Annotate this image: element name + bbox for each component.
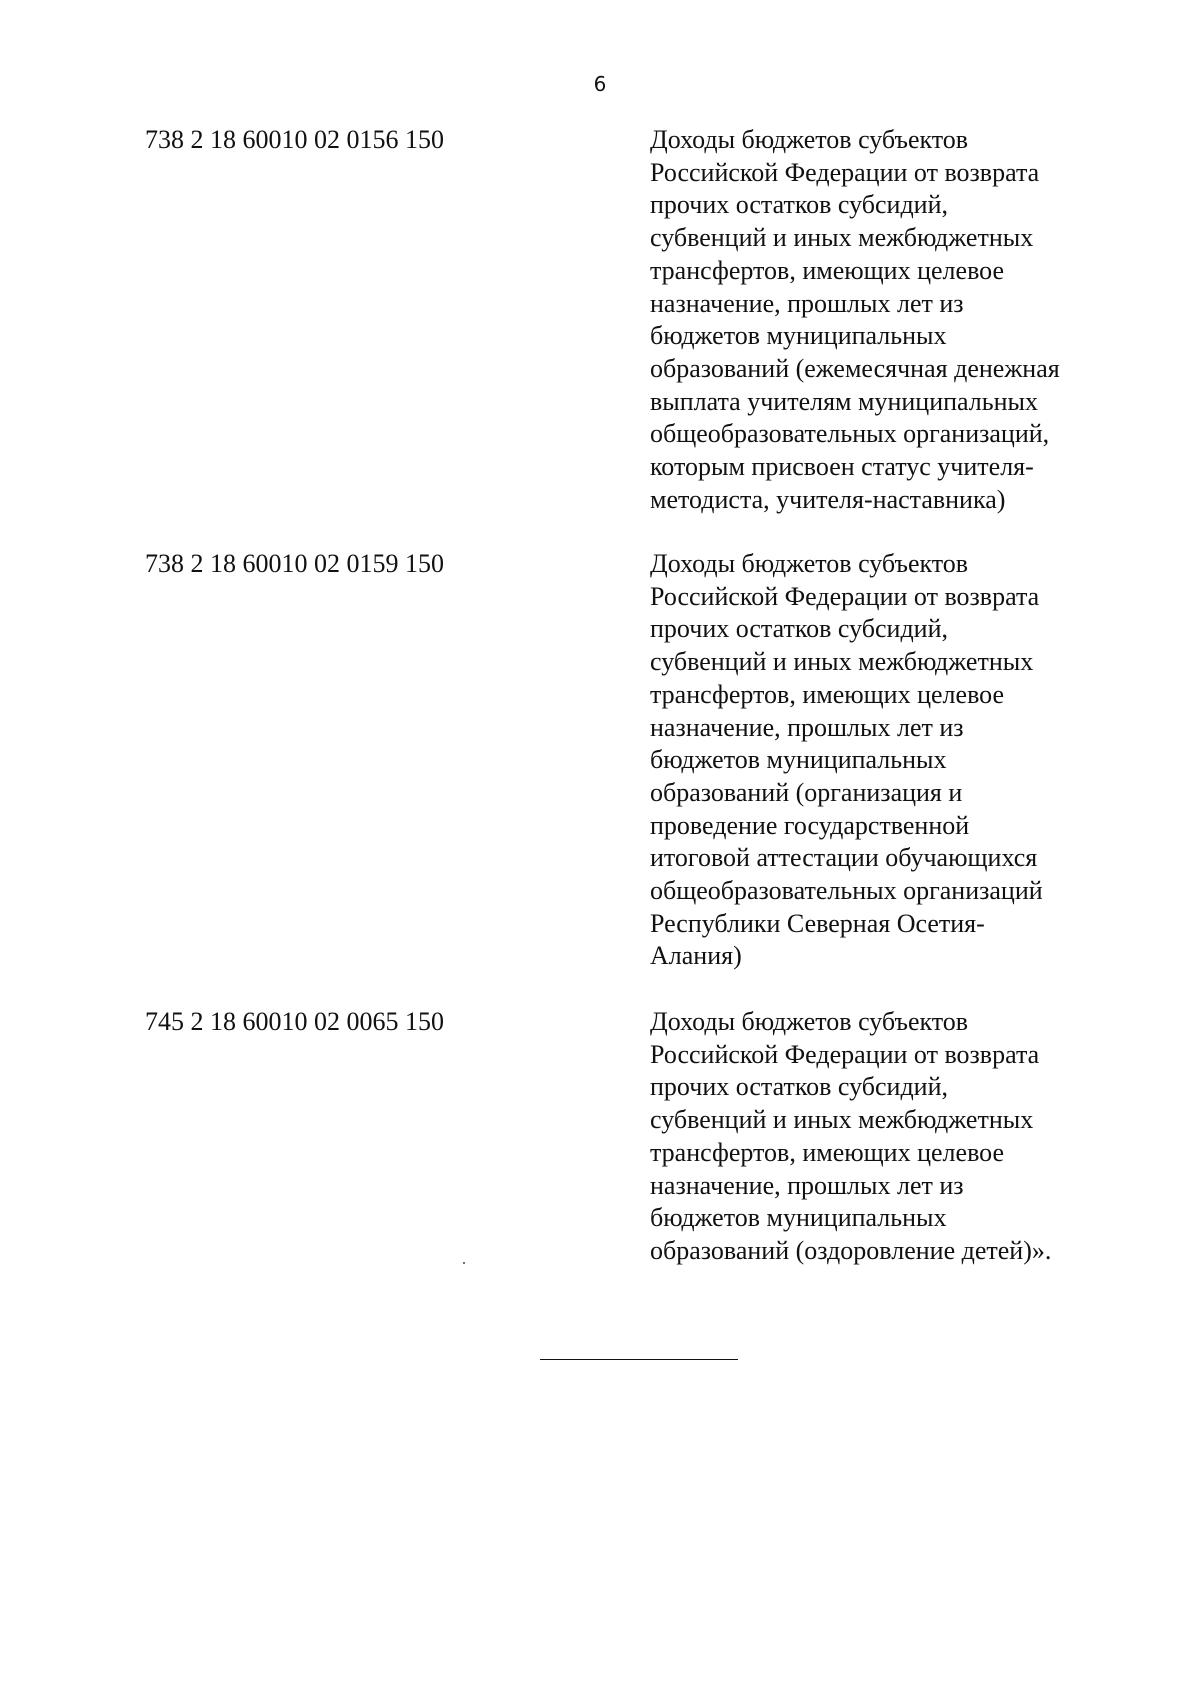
income-description: Доходы бюджетов субъектов Российской Федерации от возврата прочих остатков субсидий, субвенций и иных межбюджетных трансфертов, имеющих целевое назначение, прошлых лет из бюджетов муниципальных образований (ежемесячная денежная выплата учителям муниципальных общеобразовательных организаций, которым присвоен статус учителя- методиста, учителя-наставника) (650, 125, 1060, 514)
budget-code: 738 2 18 60010 02 0156 150 (145, 125, 444, 154)
income-description: Доходы бюджетов субъектов Российской Федерации от возврата прочих остатков субсидий, субвенций и иных межбюджетных трансфертов, имеющих целевое назначение, прошлых лет из бюджетов муниципальных образований (оздоровление детей)». (650, 1007, 1052, 1265)
budget-code: 738 2 18 60010 02 0159 150 (145, 549, 444, 578)
page-number: 6 (593, 72, 607, 96)
closing-divider-line (540, 1359, 738, 1360)
scan-speck (463, 1262, 465, 1264)
income-description: Доходы бюджетов субъектов Российской Федерации от возврата прочих остатков субсидий, субвенций и иных межбюджетных трансфертов, имеющих целевое назначение, прошлых лет из бюджетов муниципальных образований (организация и проведение государственной итоговой аттестации обучающихся общеобразовательных организаций Республики Северная Осетия- Алания) (650, 549, 1043, 971)
budget-code: 745 2 18 60010 02 0065 150 (145, 1007, 444, 1036)
